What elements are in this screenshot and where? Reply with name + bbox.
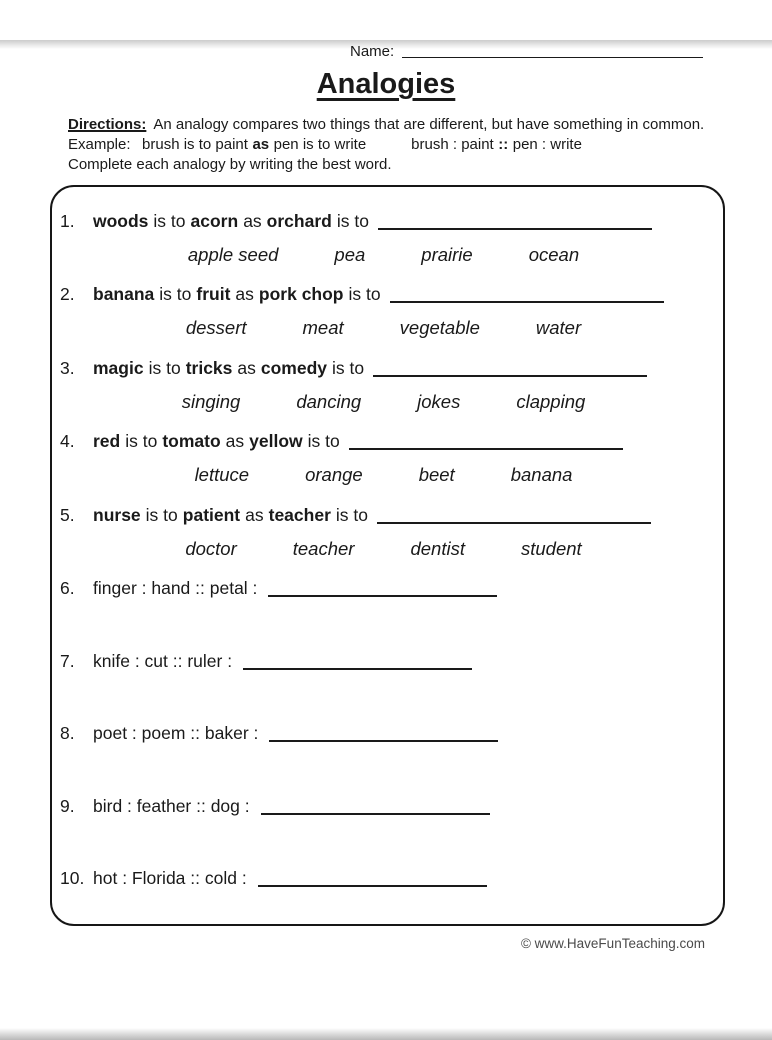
question-block-1 [60,207,707,267]
example-right-bold: :: [498,136,509,153]
question-word: orchard [266,210,332,231]
question-word: banana [93,284,155,304]
option: vegetable [399,317,480,338]
worksheet-box [50,185,725,926]
question-line [60,428,707,453]
example-left-bold: as [252,136,270,153]
option: meat [302,317,344,338]
option: water [535,317,582,338]
instruction-line: Complete each analogy by writing the best word. [68,156,392,173]
question-line [60,207,707,232]
example-left-post: pen is to write [273,136,367,153]
answer-blank[interactable] [268,578,497,598]
answer-blank[interactable] [261,795,490,815]
option: beet [418,464,455,485]
answer-blank[interactable] [258,868,487,888]
example-right-post: pen : write [512,136,582,153]
footer-copyright: © www.HaveFunTeaching.com [520,936,705,951]
question-number: 9. [60,795,75,816]
question-connector: is to [145,504,178,525]
question-connector: as [235,284,254,304]
worksheet-page [0,40,772,1040]
option: clapping [516,390,586,412]
question-word: teacher [268,504,331,525]
question-text: hot : Florida :: cold : [93,868,247,888]
question-connector: as [245,504,264,525]
option: doctor [185,537,237,559]
option: ocean [528,243,580,265]
question-text: finger : hand :: petal : [93,578,258,598]
question-line [60,575,707,601]
question-word: comedy [260,357,328,378]
option: singing [181,390,241,412]
question-connector: is to [125,431,158,451]
question-line [60,792,707,818]
options-row [60,390,707,414]
question-text: knife : cut :: ruler : [93,650,233,671]
directions-text: An analogy compares two things that are different, but have something in common. [153,116,705,133]
question-number: 6. [60,578,75,598]
options-row [60,463,707,487]
option: dancing [296,390,362,412]
option: orange [305,464,363,485]
question-connector: is to [153,210,186,231]
name-blank[interactable] [402,42,703,58]
question-number: 3. [60,357,75,378]
option: lettuce [194,464,250,485]
question-connector: as [225,431,245,451]
name-field-row [350,40,703,60]
options-row [60,316,707,340]
question-word: nurse [93,504,141,525]
question-block-2 [60,281,707,341]
question-word: red [93,431,121,451]
question-block-5 [60,501,707,561]
question-word: woods [93,210,149,231]
option: student [520,537,582,559]
example-left-pre: brush is to paint [142,136,248,153]
question-word: pork chop [258,284,344,304]
question-number: 10. [60,868,85,888]
question-number: 2. [60,284,75,304]
question-line [60,501,707,526]
options-row [60,537,707,561]
question-text: bird : feather :: dog : [93,795,250,816]
option: dessert [185,317,247,338]
answer-blank[interactable] [243,650,472,670]
option: apple seed [187,243,279,265]
question-connector: is to [159,284,192,304]
question-text: poet : poem :: baker : [93,723,259,743]
question-word: magic [93,357,144,378]
option: dentist [410,537,465,559]
answer-blank[interactable] [390,284,664,304]
answer-blank[interactable] [377,504,651,524]
answer-blank[interactable] [373,357,647,377]
question-word: tomato [162,431,221,451]
answer-blank[interactable] [349,431,623,451]
option: jokes [417,390,461,412]
question-number: 1. [60,210,75,231]
question-connector: as [237,357,256,378]
question-number: 7. [60,650,75,671]
example-right-pre: brush : paint [411,136,494,153]
question-line [60,865,707,891]
directions-label: Directions: [68,116,147,133]
example-line [68,135,772,155]
example-label: Example: [68,136,131,153]
question-connector: is to [332,357,365,378]
question-block-3 [60,354,707,414]
option: banana [510,464,573,485]
question-number: 5. [60,504,75,525]
question-line [60,720,707,746]
question-word: patient [182,504,241,525]
question-connector: is to [307,431,340,451]
option: teacher [292,537,355,559]
question-word: acorn [190,210,239,231]
option: prairie [421,243,473,265]
question-connector: is to [148,357,181,378]
question-word: fruit [196,284,231,304]
question-number: 4. [60,431,75,451]
question-connector: is to [335,504,368,525]
question-line [60,281,707,306]
page-title: Analogies [316,68,456,100]
question-connector: is to [336,210,369,231]
answer-blank[interactable] [269,723,498,743]
question-block-4 [60,428,707,488]
question-line [60,647,707,673]
question-word: yellow [249,431,303,451]
option: pea [334,243,366,265]
name-label: Name: [350,43,395,60]
question-connector: is to [348,284,381,304]
question-number: 8. [60,723,75,743]
directions-paragraph [68,115,716,135]
question-line [60,354,707,379]
options-row [60,243,707,267]
answer-blank[interactable] [378,210,652,230]
question-connector: as [243,210,262,231]
question-word: tricks [185,357,233,378]
